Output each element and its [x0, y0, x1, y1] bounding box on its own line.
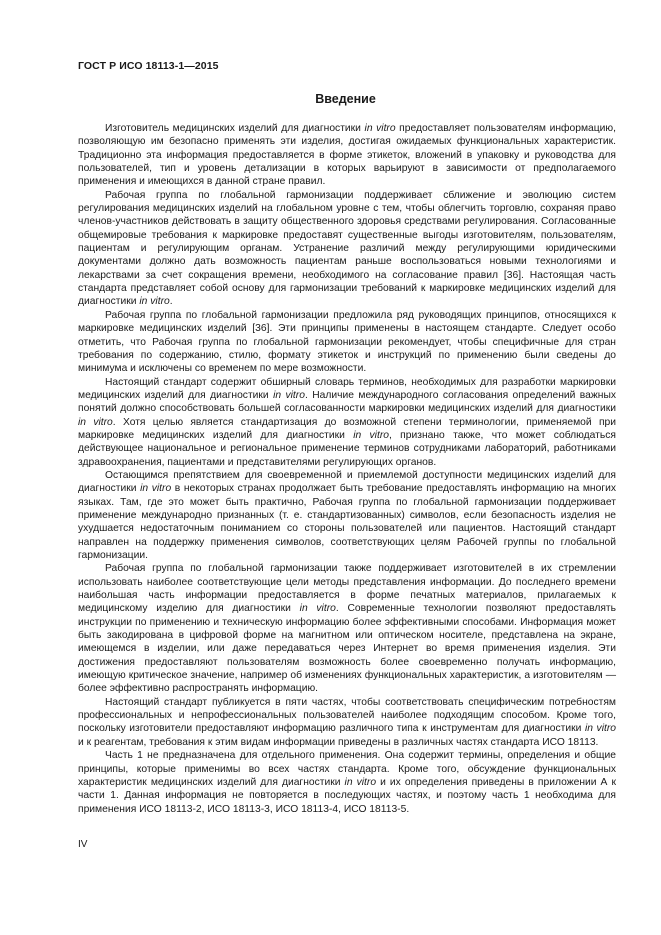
page-number: IV — [78, 839, 88, 850]
italic-term: in vitro — [78, 416, 113, 428]
italic-term: in vitro — [584, 723, 617, 735]
text-run: Рабочая группа по глобальной гармонизации поддерживает сближение и эволюцию систем регулирования медицинских изделий на глобальном уровне с тем, чтобы облегчить торговлю, сохраняя право членов-участников действовать в защиту общественного здоровья средствами регулирования. Согласованные общемировые требования к маркировке предоставят существенные выгоды изготовителям, пользователям, пациентам и регулирующим органам. Устранение различий между регулирующими юридическими документами должно дать возможность пациентам раньше воспользоваться новыми технологиями и лекарствами за счет сокращения времени, необходимого на согласование правил [36]. Настоящая часть стандарта представляет собой основу для гармонизации требований к маркировке медицинских изделий для диагностики — [78, 189, 616, 308]
section-title: Введение — [315, 92, 376, 106]
text-run: , признано также, что может соблюдаться действующее национальное и региональное применение терминов сотрудниками лабораторий, работниками здравоохранения, пациентами и представителями регулирующих органов. — [78, 429, 616, 468]
introduction-body — [78, 122, 616, 816]
text-run: Часть 1 не предназначена для отдельного применения. Она содержит термины, определения и общие принципы, которые применимы во всех частях стандарта. Кроме того, обсуждение функциональных характеристик медицинских изделий для диагностики — [78, 750, 616, 788]
text-run: Настоящий стандарт содержит обширный словарь терминов, необходимых для разработки маркировки медицинских изделий для диагностики — [78, 376, 616, 401]
text-run: предоставляет пользователям информацию, позволяющую им безопасно применять эти изделия, достигая ожидаемых функциональных характеристик. Традиционно эта информация предоставляется в форме этикеток, вложений в упаковку и руководства для пользователей, тип и уровень детализации в которых варьируют в зависимости от предполагаемого применения и имеющихся в данной стране правил. — [78, 123, 616, 188]
body-paragraph — [78, 309, 616, 376]
text-run: Изготовитель медицинских изделий для диагностики — [105, 123, 365, 134]
text-run: Рабочая группа по глобальной гармонизации также поддерживает изготовителей в их стремлении использовать наиболее соответствующие цели методы представления информации. До последнего времени наибольшая часть информации предоставляется в форме печатных материалов, прилагаемых к медицинскому изделию для диагностики — [78, 563, 616, 615]
text-run: и их определения приведены в приложении А к части 1. Данная информация не повторяется в последующих частях, и поэтому часть 1 необходима для применения ИСО 18113-2, ИСО 18113-3, ИСО 18113-4, ИСО 18113-5. — [78, 776, 616, 815]
text-run: . Наличие международного согласования определений важных понятий должно способствовать большей согласованности маркировки медицинских изделий для диагностики — [78, 389, 616, 415]
text-run: Остающимся препятствием для своевременной и приемлемой доступности медицинских изделий для диагностики — [78, 469, 616, 495]
body-paragraph — [78, 562, 616, 695]
body-paragraph — [78, 469, 616, 562]
italic-term: in vitro — [140, 483, 172, 495]
italic-term: in vitro — [364, 123, 396, 134]
italic-term: in vitro — [299, 603, 336, 615]
text-run: . Современные технологии позволяют предоставлять инструкции по применению и техническую информацию более эффективными способами. Информация может быть закодирована в цифровой форме на магнитном или оптическом носителе, представлена на экране, имеющемся в изделии, или даже передаваться через Интернет во время применения изделия. Эти достижения предоставляют пользователям возможность более своевременно получать информацию, имеющую критическое значение, например об изменениях функциональных характеристик, а изготовителям — более эффективно распространять информацию. — [78, 603, 617, 695]
body-paragraph — [78, 122, 616, 189]
italic-term: in vitro — [353, 429, 389, 441]
italic-term: in vitro — [273, 389, 305, 401]
text-run: . Хотя целью является стандартизация до возможной степени терминологии, применяемой при маркировке медицинских изделий для диагностики — [78, 416, 616, 441]
italic-term: in vitro — [139, 296, 170, 308]
text-run: в некоторых странах продолжает быть требование предоставлять информацию на многих языках. Там, где это может быть практично, Рабочая группа по глобальной гармонизации поддерживает применение международно признанных (т. е. стандартизованных) символов, если безопасность изделия не ухудшается недостаточным пониманием со стороны пользователей или пациентов. Настоящий стандарт направлен на поддержку применения символов, соответствующих целям Рабочей группы по глобальной гармонизации. — [78, 483, 617, 561]
italic-term: in vitro — [344, 776, 377, 788]
text-run: Настоящий стандарт публикуется в пяти частях, чтобы соответствовать специфическим потребностям профессиональных и непрофессиональных пользователей наиболее подходящим способом. Кроме того, поскольку изготовители предоставляют информацию различного типа к инструментам для диагностики — [78, 696, 616, 735]
standard-header: ГОСТ Р ИСО 18113-1—2015 — [78, 60, 219, 72]
body-paragraph — [78, 696, 616, 749]
text-run: и к реагентам, требования к этим видам информации приведены в различных частях стандарта ИСО 18113. — [78, 736, 599, 748]
text-run: Рабочая группа по глобальной гармонизации предложила ряд руководящих принципов, относящихся к маркировке медицинских изделий [36]. Эти принципы применены в настоящем стандарте. Следует особо отметить, что Рабочая группа по глобальной гармонизации рекомендует, чтобы специфичные для стран требования по содержанию, стилю, формату этикеток и инструкций по применению были сведены до минимума и исключены со временем по мере возможности. — [78, 309, 616, 375]
body-paragraph — [78, 376, 616, 469]
text-run: . — [169, 296, 173, 308]
body-paragraph — [78, 189, 616, 309]
body-paragraph — [78, 749, 616, 816]
